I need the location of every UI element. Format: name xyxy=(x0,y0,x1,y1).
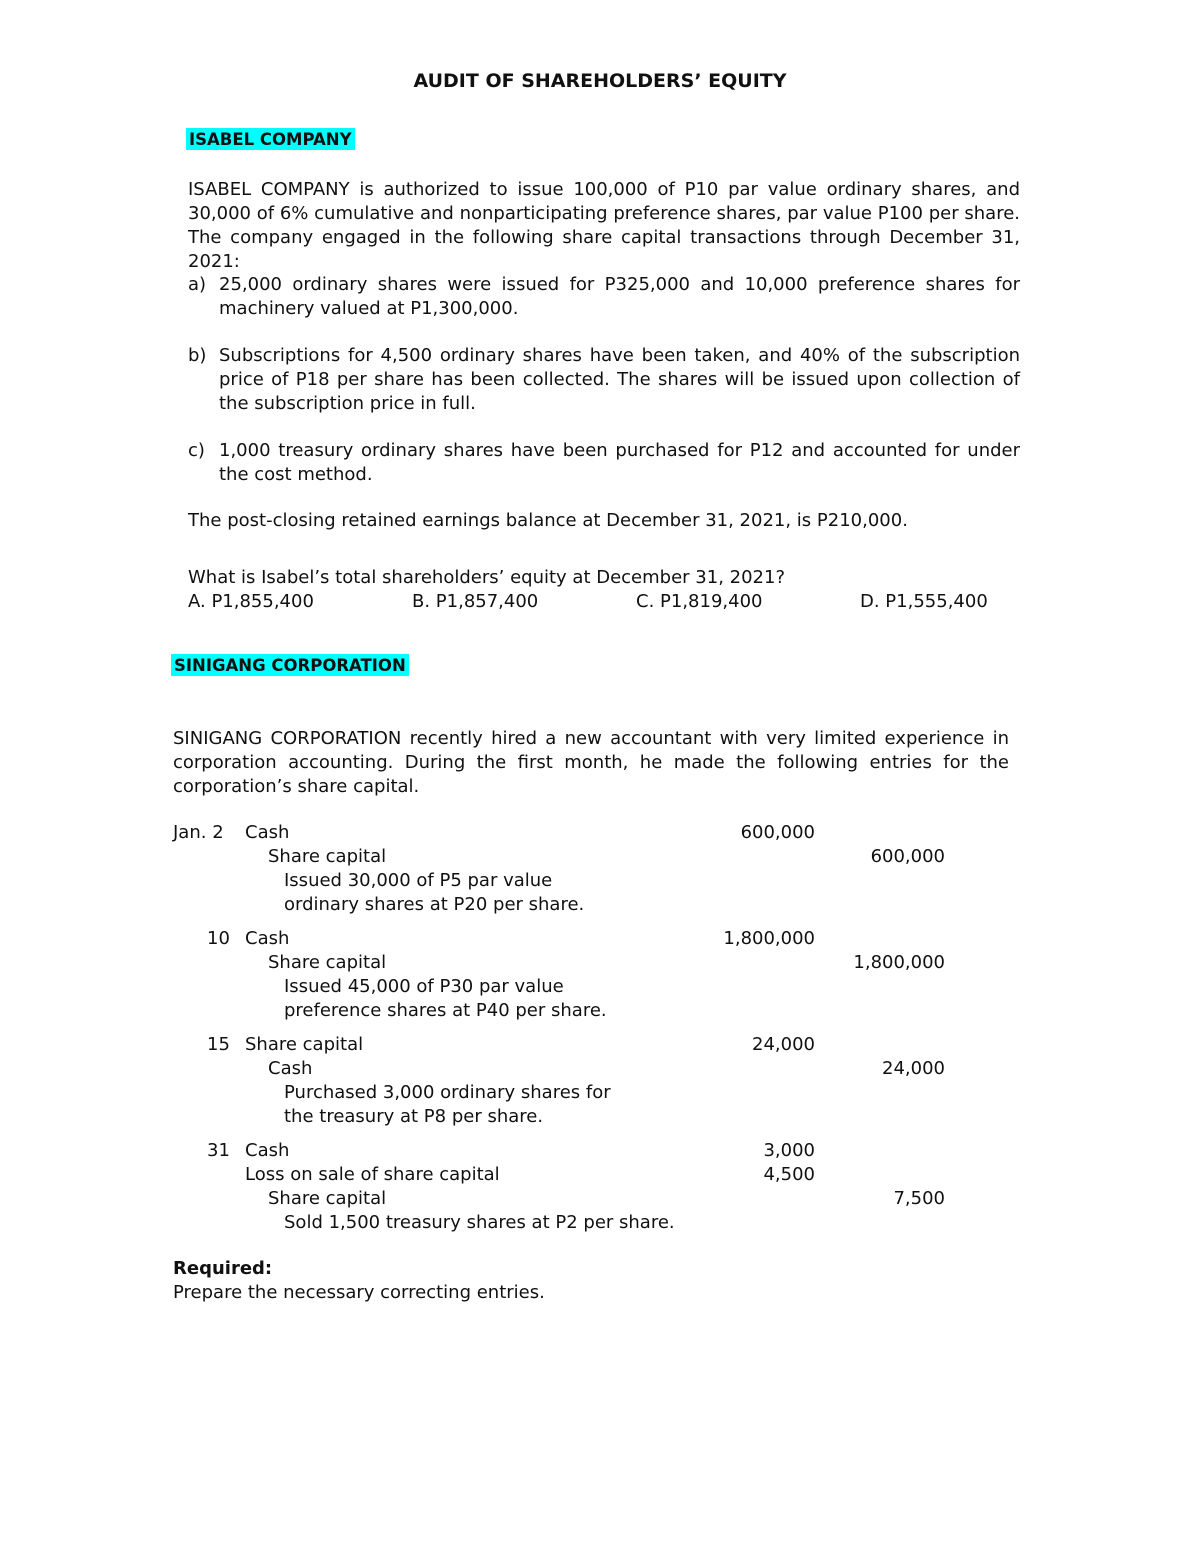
sinigang-heading xyxy=(171,656,409,675)
entry3-debit-amount: 24,000 xyxy=(752,1034,815,1055)
sinigang-heading-text: SINIGANG CORPORATION xyxy=(171,654,409,676)
isabel-item-b-text: Subscriptions for 4,500 ordinary shares have been taken, and 40% of the subscription price of P18 per share has been collected. The shares will be issued upon collection of the subscription price in full. xyxy=(219,345,1020,414)
entry1-date: Jan. 2 xyxy=(173,822,224,843)
entry2-credit-amount: 1,800,000 xyxy=(853,952,945,973)
entry2-explanation-line1: Issued 45,000 of P30 par value xyxy=(284,976,564,997)
required-text: Prepare the necessary correcting entries. xyxy=(173,1282,545,1303)
entry1-credit-amount: 600,000 xyxy=(870,846,945,867)
isabel-item-c-text: 1,000 treasury ordinary shares have been purchased for P12 and accounted for under the cost method. xyxy=(219,440,1020,485)
entry4-debit-account-2: Loss on sale of share capital xyxy=(245,1164,500,1185)
entry2-credit-account: Share capital xyxy=(268,952,387,973)
entry4-credit-amount: 7,500 xyxy=(893,1188,945,1209)
entry3-debit-account: Share capital xyxy=(245,1034,364,1055)
isabel-retained-earnings: The post-closing retained earnings balance at December 31, 2021, is P210,000. xyxy=(188,510,908,531)
entry1-debit-amount: 600,000 xyxy=(740,822,815,843)
entry2-debit-amount: 1,800,000 xyxy=(723,928,815,949)
sinigang-intro: SINIGANG CORPORATION recently hired a new accountant with very limited experience in corporation accounting. During the first month, he made the following entries for the corporation’s share capital. xyxy=(173,728,1009,797)
isabel-item-c-letter: c) xyxy=(188,440,205,461)
isabel-item-a-text: 25,000 ordinary shares were issued for P325,000 and 10,000 preference shares for machinery valued at P1,300,000. xyxy=(219,274,1020,319)
entry4-credit-account: Share capital xyxy=(268,1188,387,1209)
entry3-credit-amount: 24,000 xyxy=(882,1058,945,1079)
entry2-date: 10 xyxy=(207,928,230,949)
entry3-explanation-line1: Purchased 3,000 ordinary shares for xyxy=(284,1082,611,1103)
entry2-explanation-line2: preference shares at P40 per share. xyxy=(284,1000,607,1021)
entry4-debit-amount-2: 4,500 xyxy=(763,1164,815,1185)
isabel-item-b-letter: b) xyxy=(188,345,207,366)
entry4-debit-account: Cash xyxy=(245,1140,290,1161)
entry3-date: 15 xyxy=(207,1034,230,1055)
entry3-credit-account: Cash xyxy=(268,1058,313,1079)
isabel-question: What is Isabel’s total shareholders’ equity at December 31, 2021? xyxy=(188,567,785,588)
entry3-explanation-line2: the treasury at P8 per share. xyxy=(284,1106,544,1127)
entry4-date: 31 xyxy=(207,1140,230,1161)
isabel-heading xyxy=(186,130,355,149)
page-title: AUDIT OF SHAREHOLDERS’ EQUITY xyxy=(413,70,787,92)
choice-a: A. P1,855,400 xyxy=(188,591,314,612)
entry1-debit-account: Cash xyxy=(245,822,290,843)
isabel-intro: ISABEL COMPANY is authorized to issue 100,000 of P10 par value ordinary shares, and 30,000 of 6% cumulative and nonparticipating preference shares, par value P100 per share. The company engaged in the following share capital transactions through December 31, 2021: xyxy=(188,179,1020,272)
entry1-explanation-line1: Issued 30,000 of P5 par value xyxy=(284,870,553,891)
entry4-explanation-line1: Sold 1,500 treasury shares at P2 per share. xyxy=(284,1212,675,1233)
required-label: Required: xyxy=(173,1258,273,1279)
entry1-credit-account: Share capital xyxy=(268,846,387,867)
choice-b: B. P1,857,400 xyxy=(412,591,539,612)
choice-c: C. P1,819,400 xyxy=(636,591,763,612)
choice-d: D. P1,555,400 xyxy=(860,591,988,612)
entry4-debit-amount: 3,000 xyxy=(763,1140,815,1161)
entry1-explanation-line2: ordinary shares at P20 per share. xyxy=(284,894,585,915)
isabel-item-a-letter: a) xyxy=(188,274,207,295)
isabel-heading-text: ISABEL COMPANY xyxy=(186,128,355,150)
entry2-debit-account: Cash xyxy=(245,928,290,949)
